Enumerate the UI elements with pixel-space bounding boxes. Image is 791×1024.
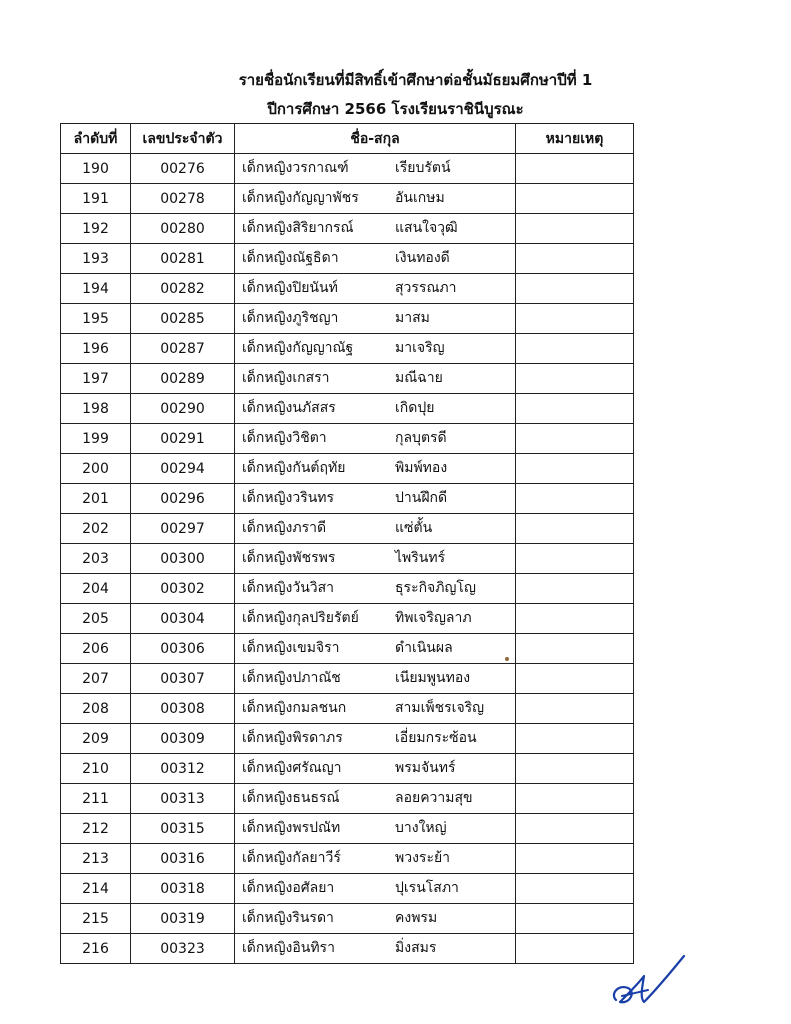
student-id-cell: 00309	[131, 724, 235, 754]
first-name: เด็กหญิงอินทิรา	[242, 940, 335, 956]
full-name-cell	[235, 334, 516, 364]
remarks-cell	[516, 514, 634, 544]
table-header-row	[61, 124, 634, 154]
table-row	[61, 214, 634, 244]
table-row	[61, 904, 634, 934]
student-id-cell: 00316	[131, 844, 235, 874]
full-name-cell	[235, 874, 516, 904]
remarks-cell	[516, 694, 634, 724]
student-id-cell: 00306	[131, 634, 235, 664]
order-number-cell: 194	[61, 274, 131, 304]
table-row	[61, 184, 634, 214]
full-name-cell	[235, 394, 516, 424]
table-row	[61, 634, 634, 664]
order-number-cell: 191	[61, 184, 131, 214]
full-name-cell	[235, 814, 516, 844]
full-name-cell	[235, 244, 516, 274]
student-id-cell: 00323	[131, 934, 235, 964]
first-name: เด็กหญิงวันวิสา	[242, 580, 335, 596]
table-row	[61, 544, 634, 574]
last-name: เงินทองดี	[395, 250, 450, 266]
student-id-cell: 00276	[131, 154, 235, 184]
table-row	[61, 514, 634, 544]
remarks-cell	[516, 814, 634, 844]
full-name-cell	[235, 424, 516, 454]
table-row	[61, 334, 634, 364]
last-name: ปุเรนโสภา	[395, 880, 459, 896]
last-name: สามเพ็ชรเจริญ	[395, 700, 485, 716]
student-id-cell: 00297	[131, 514, 235, 544]
order-number-cell: 196	[61, 334, 131, 364]
table-row	[61, 574, 634, 604]
first-name: เด็กหญิงสิริยากรณ์	[242, 220, 354, 236]
order-number-cell: 210	[61, 754, 131, 784]
header-remarks: หมายเหตุ	[516, 124, 634, 154]
full-name-cell	[235, 454, 516, 484]
remarks-cell	[516, 244, 634, 274]
first-name: เด็กหญิงวิชิตา	[242, 430, 327, 446]
first-name: เด็กหญิงกันต์ฤทัย	[242, 460, 346, 476]
student-id-cell: 00289	[131, 364, 235, 394]
first-name: เด็กหญิงกัลยาวีร์	[242, 850, 341, 866]
last-name: กุลบุตรดี	[395, 430, 447, 446]
student-id-cell: 00294	[131, 454, 235, 484]
student-id-cell: 00304	[131, 604, 235, 634]
last-name: สุวรรณภา	[395, 280, 457, 296]
table-row	[61, 814, 634, 844]
student-id-cell: 00318	[131, 874, 235, 904]
remarks-cell	[516, 724, 634, 754]
full-name-cell	[235, 844, 516, 874]
ink-dot	[505, 657, 509, 661]
header-full-name: ชื่อ-สกุล	[235, 124, 516, 154]
order-number-cell: 197	[61, 364, 131, 394]
last-name: เอี่ยมกระซ้อน	[395, 730, 477, 746]
table-row	[61, 484, 634, 514]
last-name: มาสม	[395, 310, 430, 326]
last-name: พิมพ์ทอง	[395, 460, 448, 476]
remarks-cell	[516, 904, 634, 934]
remarks-cell	[516, 394, 634, 424]
last-name: มณีฉาย	[395, 370, 443, 386]
full-name-cell	[235, 364, 516, 394]
first-name: เด็กหญิงศรัณญา	[242, 760, 342, 776]
table-row	[61, 244, 634, 274]
last-name: มาเจริญ	[395, 340, 445, 356]
order-number-cell: 199	[61, 424, 131, 454]
document-title: รายชื่อนักเรียนที่มีสิทธิ์เข้าศึกษาต่อชั้นมัธยมศึกษาปีที่ 1	[238, 71, 593, 89]
remarks-cell	[516, 784, 634, 814]
table-row	[61, 784, 634, 814]
remarks-cell	[516, 334, 634, 364]
full-name-cell	[235, 724, 516, 754]
full-name-cell	[235, 784, 516, 814]
order-number-cell: 190	[61, 154, 131, 184]
last-name: คงพรม	[395, 910, 438, 926]
table-row	[61, 844, 634, 874]
first-name: เด็กหญิงกัญญาพัชร	[242, 190, 359, 206]
order-number-cell: 214	[61, 874, 131, 904]
first-name: เด็กหญิงณัฐธิดา	[242, 250, 339, 266]
first-name: เด็กหญิงพิรดาภร	[242, 730, 343, 746]
order-number-cell: 215	[61, 904, 131, 934]
first-name: เด็กหญิงพรปณัท	[242, 820, 341, 836]
remarks-cell	[516, 634, 634, 664]
table-row	[61, 694, 634, 724]
table-row	[61, 934, 634, 964]
last-name: พรมจันทร์	[395, 760, 456, 776]
table-row	[61, 454, 634, 484]
signature-image	[608, 944, 688, 1010]
last-name: บางใหญ่	[395, 820, 447, 836]
student-id-cell: 00313	[131, 784, 235, 814]
remarks-cell	[516, 754, 634, 784]
order-number-cell: 193	[61, 244, 131, 274]
first-name: เด็กหญิงกัญญาณัฐ	[242, 340, 354, 356]
full-name-cell	[235, 574, 516, 604]
student-id-cell: 00281	[131, 244, 235, 274]
order-number-cell: 198	[61, 394, 131, 424]
student-id-cell: 00291	[131, 424, 235, 454]
remarks-cell	[516, 364, 634, 394]
full-name-cell	[235, 934, 516, 964]
table-row	[61, 604, 634, 634]
first-name: เด็กหญิงวรินทร	[242, 490, 335, 506]
first-name: เด็กหญิงเขมจิรา	[242, 640, 340, 656]
table-row	[61, 754, 634, 784]
first-name: เด็กหญิงวรกาณฑ์	[242, 160, 349, 176]
order-number-cell: 216	[61, 934, 131, 964]
last-name: แสนใจวุฒิ	[395, 220, 458, 236]
student-id-cell: 00300	[131, 544, 235, 574]
full-name-cell	[235, 754, 516, 784]
student-id-cell: 00285	[131, 304, 235, 334]
remarks-cell	[516, 184, 634, 214]
student-id-cell: 00287	[131, 334, 235, 364]
remarks-cell	[516, 274, 634, 304]
full-name-cell	[235, 904, 516, 934]
remarks-cell	[516, 154, 634, 184]
order-number-cell: 192	[61, 214, 131, 244]
remarks-cell	[516, 544, 634, 574]
table-row	[61, 304, 634, 334]
student-id-cell: 00302	[131, 574, 235, 604]
full-name-cell	[235, 274, 516, 304]
header-order-number: ลำดับที่	[61, 124, 131, 154]
last-name: ดำเนินผล	[395, 640, 453, 656]
table-row	[61, 394, 634, 424]
last-name: มิ่งสมร	[395, 940, 437, 956]
first-name: เด็กหญิงพัชรพร	[242, 550, 336, 566]
last-name: ลอยความสุข	[395, 790, 473, 806]
last-name: แซ่ตั้น	[395, 520, 433, 536]
last-name: ธุระกิจภิญโญ	[395, 580, 476, 596]
order-number-cell: 211	[61, 784, 131, 814]
first-name: เด็กหญิงรินรดา	[242, 910, 334, 926]
order-number-cell: 209	[61, 724, 131, 754]
remarks-cell	[516, 604, 634, 634]
order-number-cell: 202	[61, 514, 131, 544]
order-number-cell: 206	[61, 634, 131, 664]
first-name: เด็กหญิงธนธรณ์	[242, 790, 340, 806]
student-table	[60, 123, 634, 964]
first-name: เด็กหญิงปิยนันท์	[242, 280, 338, 296]
table-row	[61, 424, 634, 454]
order-number-cell: 201	[61, 484, 131, 514]
full-name-cell	[235, 664, 516, 694]
remarks-cell	[516, 304, 634, 334]
remarks-cell	[516, 874, 634, 904]
order-number-cell: 204	[61, 574, 131, 604]
full-name-cell	[235, 304, 516, 334]
student-id-cell: 00290	[131, 394, 235, 424]
last-name: เกิดปุย	[395, 400, 435, 416]
student-id-cell: 00280	[131, 214, 235, 244]
student-id-cell: 00296	[131, 484, 235, 514]
table-row	[61, 724, 634, 754]
last-name: ปานฝึกดี	[395, 490, 448, 506]
first-name: เด็กหญิงภราดี	[242, 520, 327, 536]
table-row	[61, 874, 634, 904]
first-name: เด็กหญิงเกสรา	[242, 370, 330, 386]
last-name: พวงระย้า	[395, 850, 451, 866]
document-subtitle: ปีการศึกษา 2566 โรงเรียนราชินีบูรณะ	[267, 100, 524, 118]
order-number-cell: 213	[61, 844, 131, 874]
full-name-cell	[235, 214, 516, 244]
first-name: เด็กหญิงกุลปริยรัตย์	[242, 610, 359, 626]
first-name: เด็กหญิงนภัสสร	[242, 400, 336, 416]
student-id-cell: 00278	[131, 184, 235, 214]
remarks-cell	[516, 664, 634, 694]
order-number-cell: 203	[61, 544, 131, 574]
remarks-cell	[516, 214, 634, 244]
full-name-cell	[235, 604, 516, 634]
first-name: เด็กหญิงภูริชญา	[242, 310, 339, 326]
full-name-cell	[235, 484, 516, 514]
student-id-cell: 00319	[131, 904, 235, 934]
table-row	[61, 664, 634, 694]
first-name: เด็กหญิงปภาณัช	[242, 670, 341, 686]
last-name: ไพรินทร์	[395, 550, 446, 566]
first-name: เด็กหญิงกมลชนก	[242, 700, 347, 716]
full-name-cell	[235, 514, 516, 544]
student-id-cell: 00282	[131, 274, 235, 304]
order-number-cell: 208	[61, 694, 131, 724]
table-row	[61, 274, 634, 304]
first-name: เด็กหญิงอศัลยา	[242, 880, 335, 896]
last-name: เนียมพูนทอง	[395, 670, 471, 686]
remarks-cell	[516, 844, 634, 874]
order-number-cell: 205	[61, 604, 131, 634]
last-name: เรียบรัตน์	[395, 160, 451, 176]
table-row	[61, 154, 634, 184]
student-id-cell: 00312	[131, 754, 235, 784]
full-name-cell	[235, 184, 516, 214]
last-name: ทิพเจริญลาภ	[395, 610, 472, 626]
order-number-cell: 195	[61, 304, 131, 334]
table-row	[61, 364, 634, 394]
remarks-cell	[516, 424, 634, 454]
remarks-cell	[516, 574, 634, 604]
student-id-cell: 00315	[131, 814, 235, 844]
student-id-cell: 00308	[131, 694, 235, 724]
order-number-cell: 212	[61, 814, 131, 844]
remarks-cell	[516, 484, 634, 514]
student-id-cell: 00307	[131, 664, 235, 694]
full-name-cell	[235, 154, 516, 184]
remarks-cell	[516, 454, 634, 484]
full-name-cell	[235, 634, 516, 664]
last-name: อันเกษม	[395, 190, 445, 206]
full-name-cell	[235, 544, 516, 574]
order-number-cell: 200	[61, 454, 131, 484]
header-student-id: เลขประจำตัว	[131, 124, 235, 154]
order-number-cell: 207	[61, 664, 131, 694]
full-name-cell	[235, 694, 516, 724]
